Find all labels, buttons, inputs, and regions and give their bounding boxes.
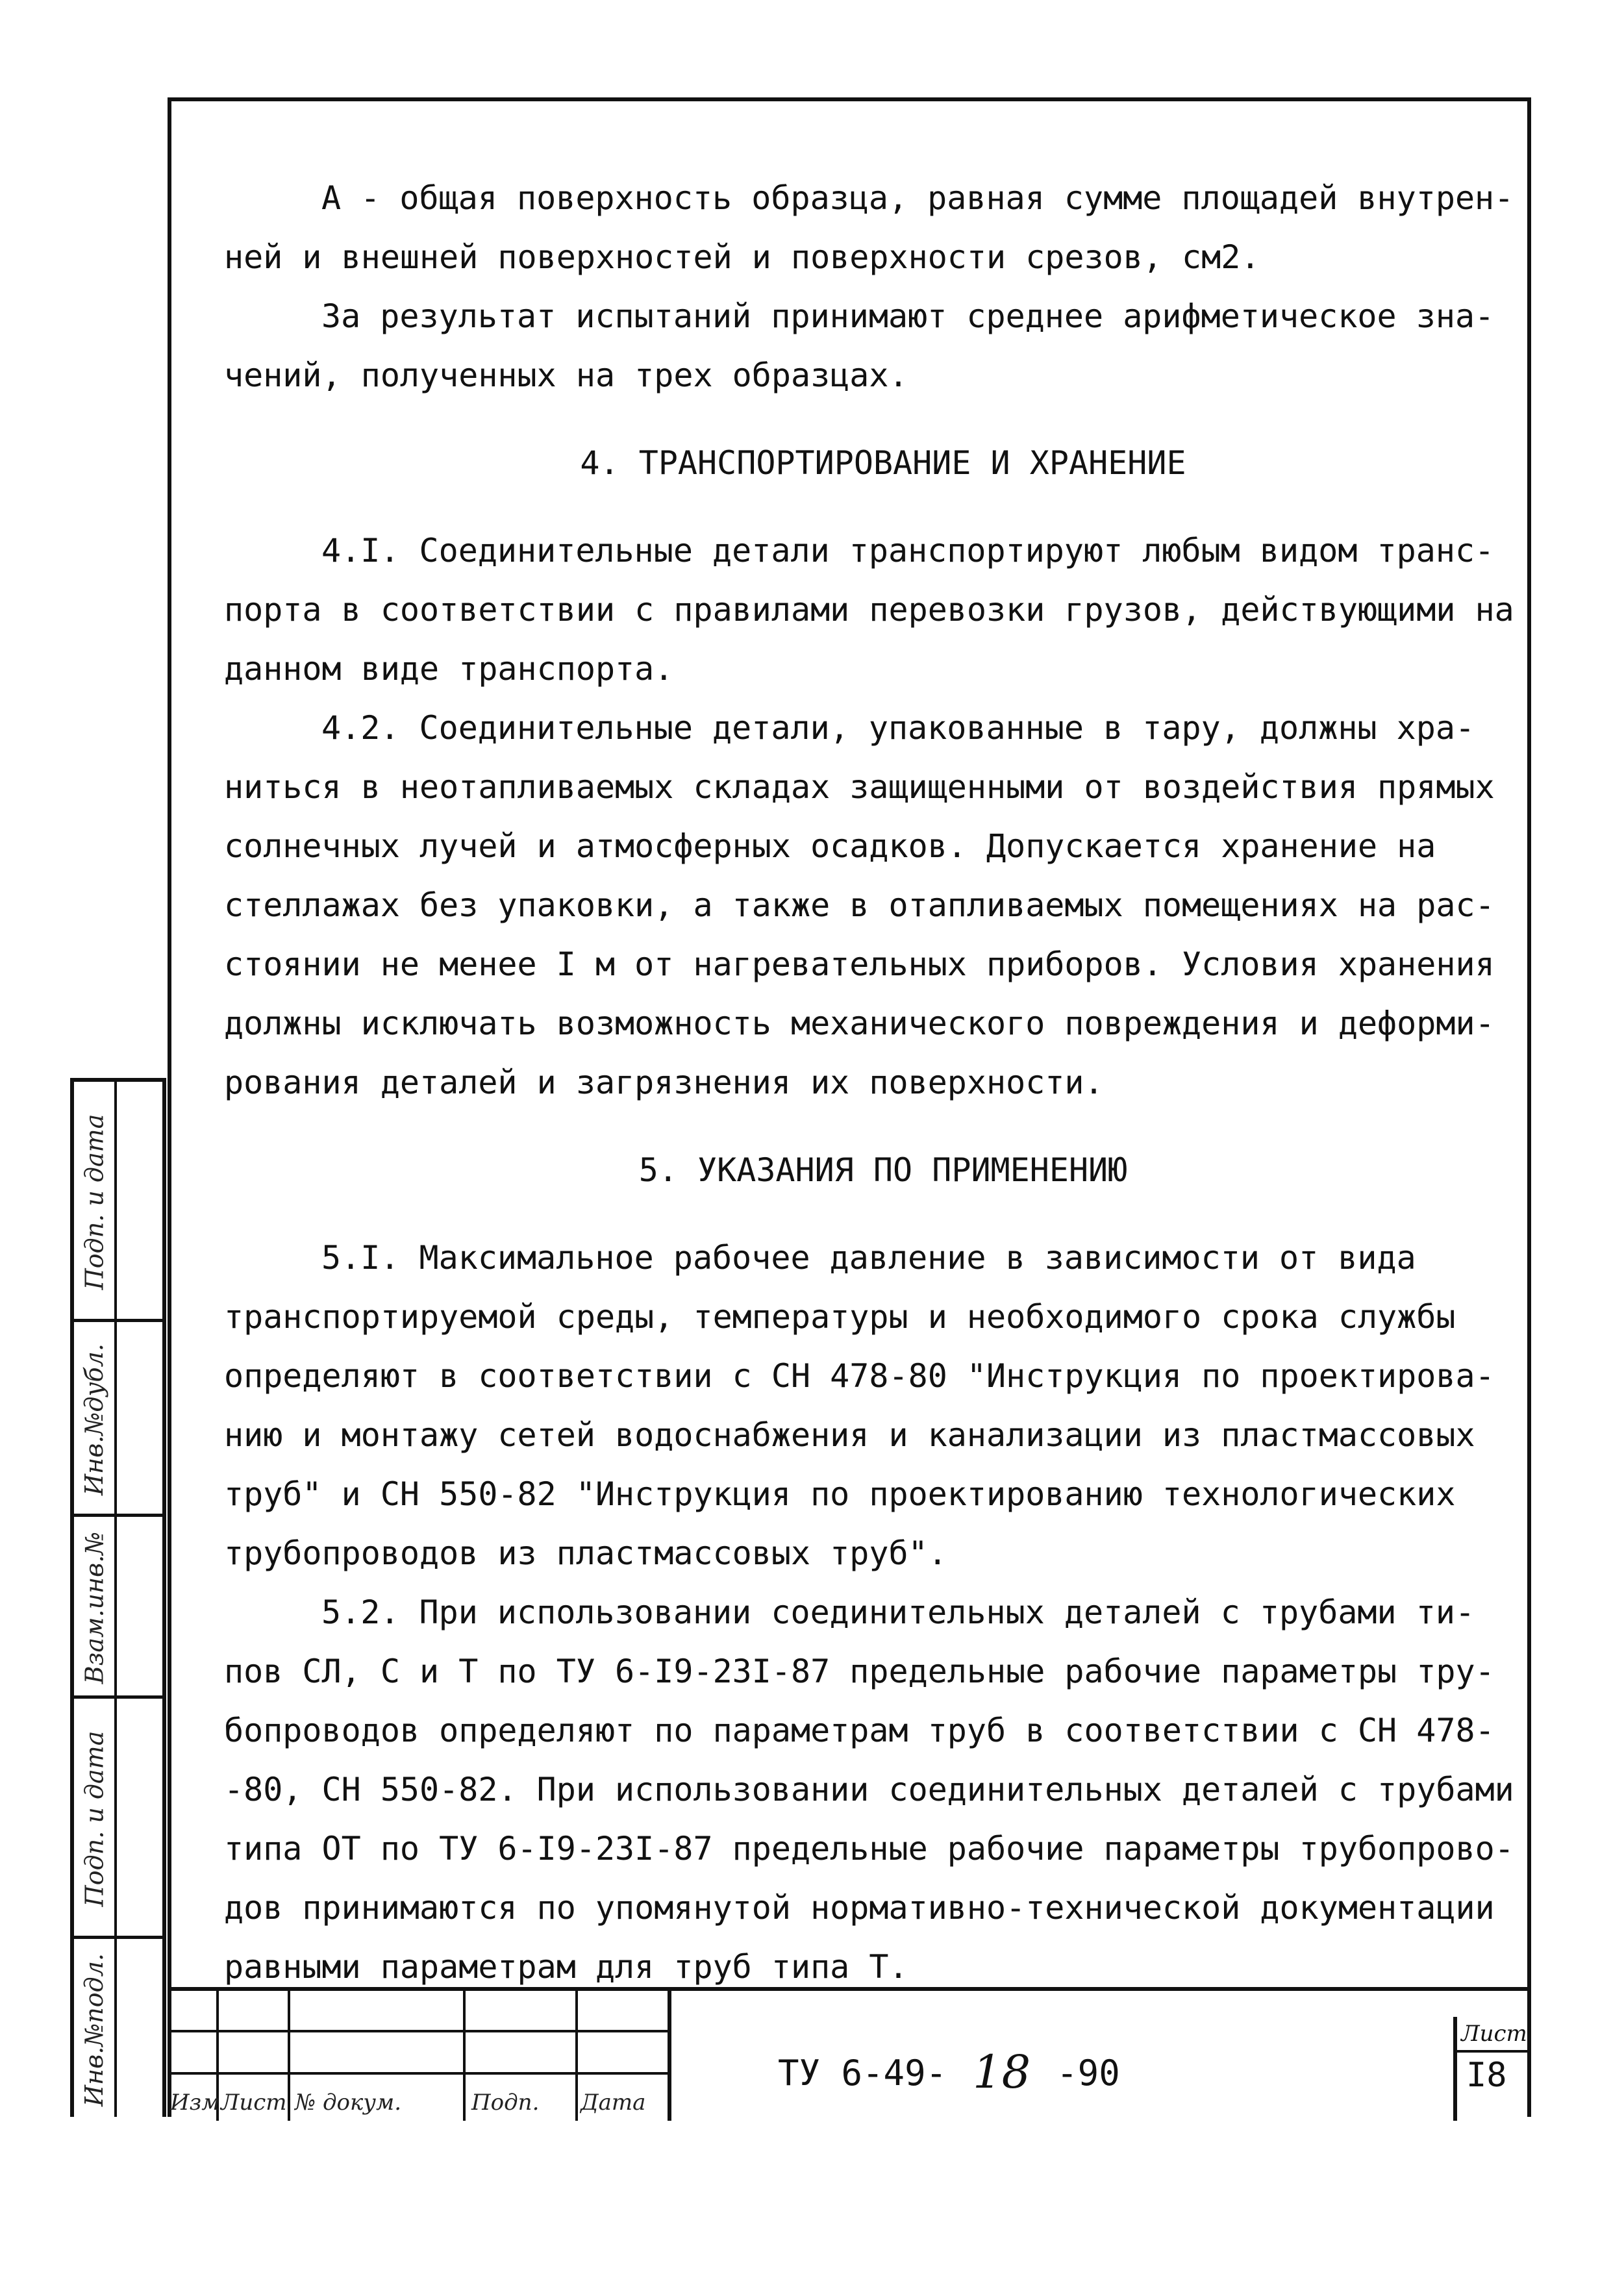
paragraph-test-result: За результат испытаний принимают среднее арифметическое зна- чений, полученных на трех образцах. [224, 297, 1495, 394]
document-body [224, 169, 1516, 1997]
doc-code-prefix: ТУ 6-49- [778, 2053, 947, 2093]
strip-cell-sign-date-1 [74, 1082, 162, 1322]
strip-cell-dup-inv [74, 1322, 162, 1517]
title-block-stamp [168, 1987, 1531, 2117]
strip-label: Инв.№дубл. [80, 1343, 109, 1495]
strip-cell-orig-inv [74, 1939, 162, 2121]
paragraph-5-2: 5.2. При использовании соединительных деталей с трубами ти- пов СЛ, С и Т по ТУ 6-I9-23I-87 предельные рабочие параметры тру- бопроводов определяют по параметрам труб в соответствии с СН 478- -80, СН 550-82. При использовании соединительных деталей с трубами типа ОТ по ТУ 6-I9-23I-87 предельные рабочие параметры трубопрово- дов принимаются по упомянутой нормативно-технической документации равными параметрам для труб типа Т. [224, 1593, 1514, 1986]
strip-label: Инв.№подл. [80, 1953, 109, 2107]
sheet-number: I8 [1466, 2056, 1507, 2095]
paragraph-area-definition: А - общая поверхность образца, равная сумме площадей внутрен- ней и внешней поверхностей и поверхности срезов, см2. [224, 179, 1514, 276]
document-designation [778, 2043, 1120, 2099]
strip-cell-sign-date-2 [74, 1699, 162, 1939]
paragraph-5-1: 5.I. Максимальное рабочее давление в зависимости от вида транспортируемой среды, температуры и необходимого срока службы определяют в соответствии с СН 478-80 "Инструкция по проектирова- нию и монтажу сетей водоснабжения и канализации из пластмассовых труб" и СН 550-82 "Инструкция по проектированию технологических трубопроводов из пластмассовых труб". [224, 1239, 1495, 1572]
sheet-label: Лист [1457, 2017, 1531, 2053]
strip-label: Подп. и дата [80, 1731, 108, 1907]
strip-label: Взам.инв.№ [80, 1531, 108, 1684]
col-label-signature: Подп. [471, 2090, 540, 2116]
col-label-change: Изм [170, 2090, 220, 2116]
doc-code-suffix: -90 [1056, 2053, 1120, 2093]
revision-grid [168, 1991, 668, 2121]
section-4-heading: 4. ТРАНСПОРТИРОВАНИЕ И ХРАНЕНИЕ [580, 444, 1186, 482]
paragraph-4-2: 4.2. Соединительные детали, упакованные в тару, должны хра- ниться в неотапливаемых складах защищенными от воздействия прямых солнечных лучей и атмосферных осадков. Допускается хранение на стеллажах без упаковки, а также в отапливаемых помещениях на рас- стоянии не менее I м от нагревательных приборов. Условия хранения должны исключать возможность механического повреждения и деформи- рования деталей и загрязнения их поверхности. [224, 709, 1495, 1101]
strip-label: Подп. и дата [80, 1114, 108, 1290]
col-label-doc-number: № докум. [295, 2090, 402, 2116]
col-label-date: Дата [581, 2090, 646, 2116]
margin-strip [70, 1078, 166, 2117]
paragraph-4-1: 4.I. Соединительные детали транспортируют любым видом транс- порта в соответствии с правилами перевозки грузов, действующими на данном виде транспорта. [224, 532, 1514, 688]
section-5-heading: 5. УКАЗАНИЯ ПО ПРИМЕНЕНИЮ [638, 1151, 1128, 1189]
sheet-number-box [1453, 2017, 1531, 2121]
strip-cell-replace-inv [74, 1517, 162, 1699]
doc-code-handwritten: 18 [973, 2045, 1031, 2099]
col-label-sheet: Лист [221, 2090, 287, 2116]
